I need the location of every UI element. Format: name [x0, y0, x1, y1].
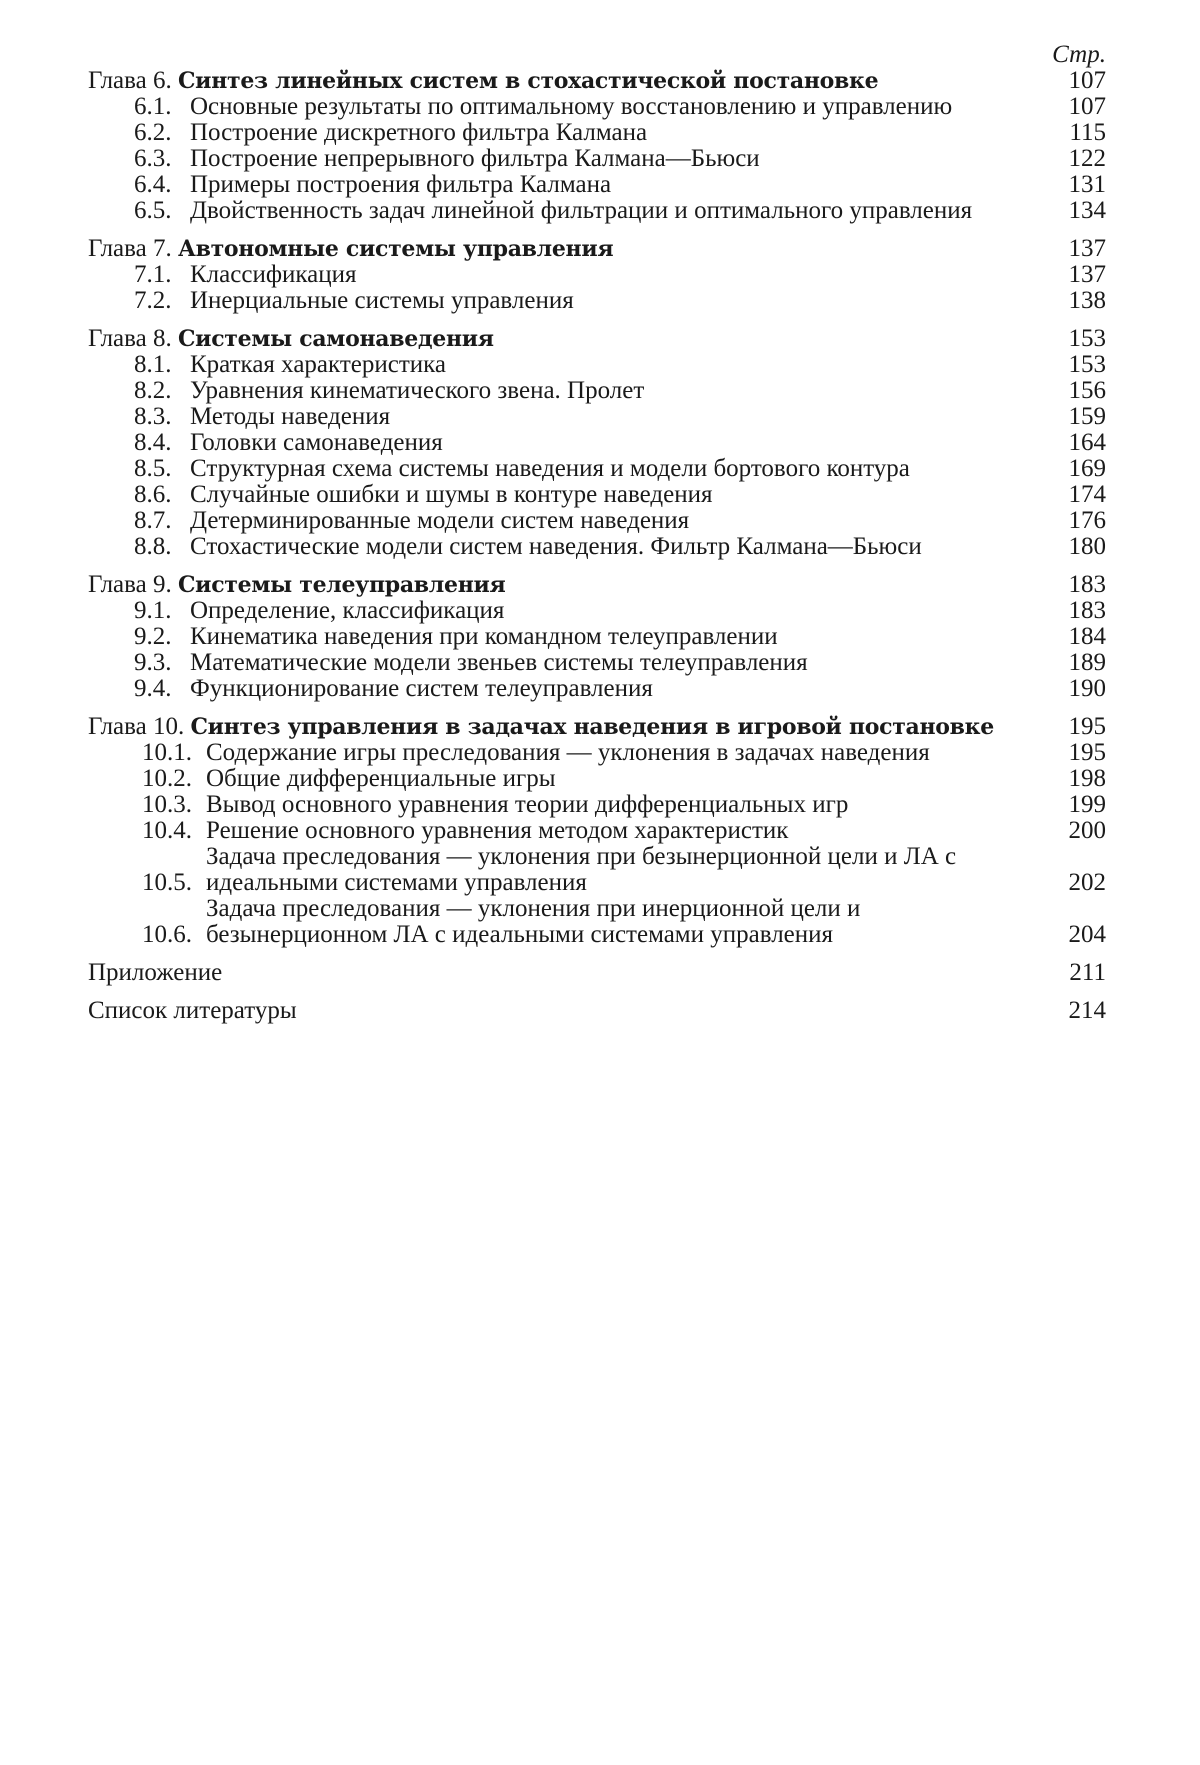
- section-number: 7.2.: [134, 287, 172, 314]
- section-number: 9.1.: [134, 597, 172, 624]
- page-number: 159: [1068, 403, 1106, 430]
- section-title: Двойственность задач линейной фильтрации и оптимального управления: [190, 197, 973, 224]
- section-title: Инерциальные системы управления: [190, 287, 574, 314]
- section-title: Детерминированные модели систем наведения: [190, 507, 690, 534]
- page-number: 115: [1069, 119, 1106, 146]
- section-number: 8.2.: [134, 377, 172, 404]
- section-title: Примеры построения фильтра Калмана: [190, 171, 612, 198]
- section-title: Общие дифференциальные игры: [206, 765, 556, 792]
- section-number: 9.2.: [134, 623, 172, 650]
- section-number: 9.4.: [134, 675, 172, 702]
- section-title: Содержание игры преследования — уклонения в задачах наведения: [206, 739, 930, 766]
- page-number: 153: [1068, 351, 1106, 378]
- section-number: 8.3.: [134, 403, 172, 430]
- chapter-prefix: Глава 9.: [88, 571, 172, 598]
- section-number: 7.1.: [134, 261, 172, 288]
- toc-entry: [88, 792, 1108, 818]
- section-title: Уравнения кинематического звена. Пролет: [190, 377, 645, 404]
- page-number: 211: [1069, 959, 1106, 986]
- page-number: 107: [1068, 67, 1106, 94]
- section-title: Случайные ошибки и шумы в контуре наведения: [190, 481, 713, 508]
- chapter-prefix: Глава 10.: [88, 713, 185, 740]
- chapter-title: Синтез линейных систем в стохастической постановке: [177, 68, 879, 94]
- section-title: Головки самонаведения: [190, 429, 443, 456]
- section-number: 10.6.: [142, 921, 192, 948]
- section-title: Классификация: [190, 261, 357, 288]
- section-title: Функционирование систем телеуправления: [190, 675, 653, 702]
- page-number: 138: [1068, 287, 1106, 314]
- chapter-title: Синтез управления в задачах наведения в игровой постановке: [190, 714, 994, 740]
- page-number: 137: [1068, 261, 1106, 288]
- page-number: 195: [1068, 713, 1106, 740]
- toc-entry: [88, 508, 1108, 534]
- page-number: 184: [1068, 623, 1106, 650]
- section-title: Построение дискретного фильтра Калмана: [190, 119, 648, 146]
- toc-entry: [88, 676, 1108, 702]
- toc-entry: [88, 482, 1108, 508]
- section-number: 6.1.: [134, 93, 172, 120]
- chapter-heading: [88, 326, 1108, 352]
- section-title: Вывод основного уравнения теории дифференциальных игр: [206, 791, 849, 818]
- section-title: Решение основного уравнения методом характеристик: [206, 817, 789, 844]
- page-number: 153: [1068, 325, 1106, 352]
- chapter-prefix: Глава 8.: [88, 325, 172, 352]
- page-number: 131: [1068, 171, 1106, 198]
- toc-entry: [88, 844, 1108, 896]
- section-title: Методы наведения: [190, 403, 391, 430]
- section-number: 6.5.: [134, 197, 172, 224]
- toc-entry: [88, 624, 1108, 650]
- toc-entry: [88, 534, 1108, 560]
- toc-entry: [88, 404, 1108, 430]
- page-number: 204: [1068, 921, 1106, 948]
- appendix-title: Приложение: [88, 959, 223, 986]
- section-number: 6.2.: [134, 119, 172, 146]
- page-number: 107: [1068, 93, 1106, 120]
- section-number: 10.2.: [142, 765, 192, 792]
- section-number: 8.8.: [134, 533, 172, 560]
- page-number: 134: [1068, 197, 1106, 224]
- section-title: Математические модели звеньев системы телеуправления: [190, 649, 808, 676]
- page-number: 169: [1068, 455, 1106, 482]
- page-number: 174: [1068, 481, 1106, 508]
- section-title: Краткая характеристика: [190, 351, 447, 378]
- page-number: 190: [1068, 675, 1106, 702]
- page-number: 176: [1068, 507, 1106, 534]
- section-number: 10.1.: [142, 739, 192, 766]
- section-number: 10.3.: [142, 791, 192, 818]
- section-title: Задача преследования — уклонения при инерционной цели и безынерционном ЛА с идеальными системами управления: [206, 895, 861, 948]
- section-number: 6.3.: [134, 145, 172, 172]
- chapter-heading: [88, 572, 1108, 598]
- section-number: 8.7.: [134, 507, 172, 534]
- toc-entry: [88, 172, 1108, 198]
- section-title: Определение, классификация: [190, 597, 505, 624]
- page-number: 200: [1068, 817, 1106, 844]
- page-number: 180: [1068, 533, 1106, 560]
- appendix-entry: [88, 960, 1108, 986]
- section-title: Структурная схема системы наведения и модели бортового контура: [190, 455, 910, 482]
- table-of-contents: [88, 42, 1108, 1024]
- toc-entry: [88, 288, 1108, 314]
- section-number: 10.5.: [142, 869, 192, 896]
- section-number: 6.4.: [134, 171, 172, 198]
- chapter-heading: [88, 68, 1108, 94]
- page-number: 164: [1068, 429, 1106, 456]
- section-number: 8.6.: [134, 481, 172, 508]
- toc-entry: [88, 766, 1108, 792]
- page-number: 202: [1068, 869, 1106, 896]
- section-number: 8.1.: [134, 351, 172, 378]
- chapter-heading: [88, 236, 1108, 262]
- bibliography-entry: [88, 998, 1108, 1024]
- toc-entry: [88, 352, 1108, 378]
- chapter-heading: [88, 714, 1108, 740]
- toc-entry: [88, 120, 1108, 146]
- chapter-title: Автономные системы управления: [177, 236, 614, 262]
- page-number: 122: [1068, 145, 1106, 172]
- section-number: 8.5.: [134, 455, 172, 482]
- page-number: 189: [1068, 649, 1106, 676]
- toc-entry: [88, 598, 1108, 624]
- chapter-title: Системы телеуправления: [177, 572, 506, 598]
- bibliography-title: Список литературы: [88, 997, 297, 1024]
- page-number: 195: [1068, 739, 1106, 766]
- toc-entry: [88, 430, 1108, 456]
- toc-entry: [88, 740, 1108, 766]
- section-number: 8.4.: [134, 429, 172, 456]
- page-number: 214: [1068, 997, 1106, 1024]
- chapter-prefix: Глава 6.: [88, 67, 172, 94]
- section-title: Построение непрерывного фильтра Калмана—Бьюси: [190, 145, 760, 172]
- toc-entry: [88, 818, 1108, 844]
- section-title: Кинематика наведения при командном телеуправлении: [190, 623, 778, 650]
- page-number: 198: [1068, 765, 1106, 792]
- toc-entry: [88, 896, 1108, 948]
- toc-entry: [88, 198, 1108, 224]
- page-number: 183: [1068, 597, 1106, 624]
- toc-entry: [88, 650, 1108, 676]
- section-title: Стохастические модели систем наведения. Фильтр Калмана—Бьюси: [190, 533, 922, 560]
- section-number: 10.4.: [142, 817, 192, 844]
- toc-entry: [88, 262, 1108, 288]
- toc-entry: [88, 94, 1108, 120]
- page-number: 183: [1068, 571, 1106, 598]
- section-title: Задача преследования — уклонения при безынерционной цели и ЛА с идеальными системами управления: [206, 843, 957, 896]
- page-number: 199: [1068, 791, 1106, 818]
- section-title: Основные результаты по оптимальному восстановлению и управлению: [190, 93, 953, 120]
- section-number: 9.3.: [134, 649, 172, 676]
- chapter-prefix: Глава 7.: [88, 235, 172, 262]
- page-number: 137: [1068, 235, 1106, 262]
- toc-entry: [88, 146, 1108, 172]
- page-number: 156: [1068, 377, 1106, 404]
- chapter-title: Системы самонаведения: [177, 326, 494, 352]
- toc-entry: [88, 378, 1108, 404]
- page-column-label: Стр.: [1052, 41, 1106, 68]
- toc-entry: [88, 456, 1108, 482]
